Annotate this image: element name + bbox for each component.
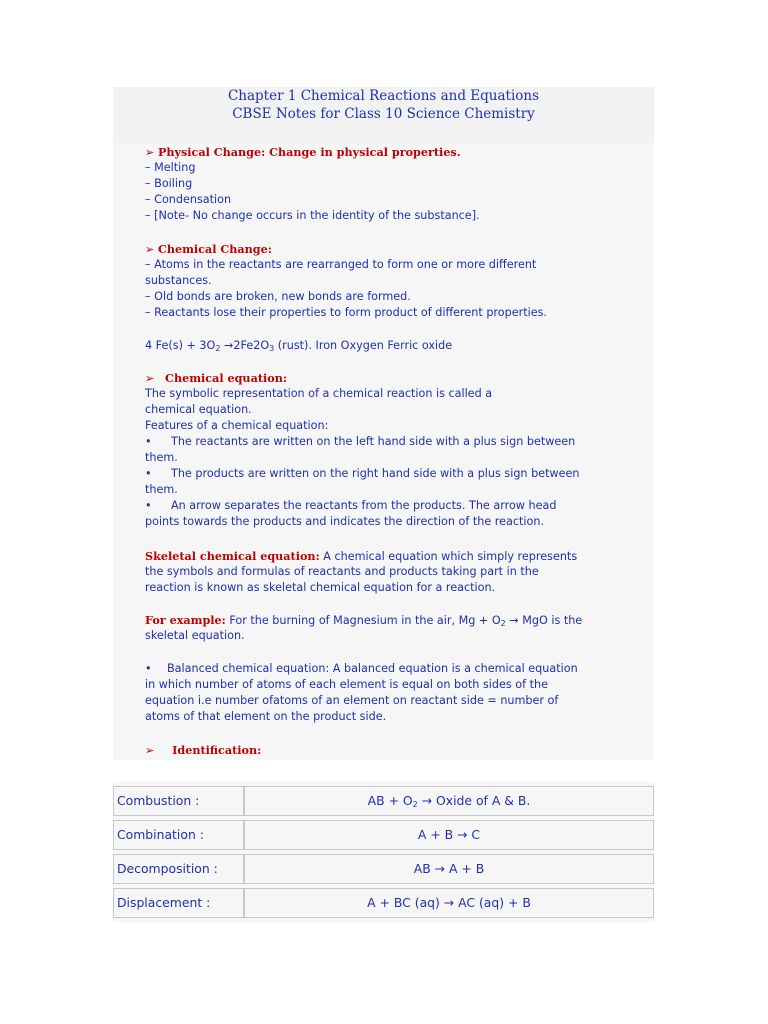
subscript: 2 — [215, 344, 221, 353]
subscript: 2 — [412, 800, 418, 809]
equation-part: →2Fe2O — [220, 339, 270, 352]
title-band — [113, 87, 654, 143]
feature-text: An arrow separates the reactants from the products. The arrow head — [171, 499, 557, 512]
page-title: Chapter 1 Chemical Reactions and Equations — [227, 88, 540, 104]
skeletal-equation-line — [145, 548, 577, 565]
paragraph-line: in which number of atoms of each element is equal on both sides of the — [145, 678, 548, 691]
paragraph-line: equation i.e number ofatoms of an element on reactant side = number of — [145, 694, 559, 707]
arrow-bullet-icon: ➢ — [145, 243, 155, 256]
identification-title: Identification: — [172, 743, 262, 757]
paragraph-line: reaction is known as skeletal chemical equation for a reaction. — [145, 581, 496, 594]
physical-change-title: Physical Change: Change in physical properties. — [157, 145, 461, 159]
paragraph-line: The symbolic representation of a chemical reaction is called a — [145, 387, 493, 400]
paragraph-line: – Atoms in the reactants are rearranged to form one or more different — [145, 258, 537, 271]
subscript: 2 — [500, 619, 506, 628]
table-row — [113, 820, 654, 850]
chemical-equation-title: Chemical equation: — [165, 371, 287, 385]
feature-item-cont: them. — [145, 451, 178, 464]
feature-item-cont: points towards the products and indicates the direction of the reaction. — [145, 515, 545, 528]
feature-item — [145, 434, 575, 450]
reaction-type-cell: Combustion : — [113, 786, 244, 816]
arrow-bullet-icon: ➢ — [145, 146, 155, 159]
table-row — [113, 786, 654, 816]
example-text: For the burning of Magnesium in the air, Mg + O — [225, 614, 501, 627]
reaction-type-cell: Combination : — [113, 820, 244, 850]
bullet-icon: • — [145, 499, 152, 512]
reaction-formula-cell: A + BC (aq) → AC (aq) + B — [244, 888, 654, 918]
formula-part: → Oxide of A & B. — [417, 793, 531, 808]
feature-item-cont: them. — [145, 483, 178, 496]
bullet-icon: • — [145, 467, 152, 480]
reaction-type-cell: Decomposition : — [113, 854, 244, 884]
bullet-icon: • — [145, 662, 152, 675]
chemical-change-title: Chemical Change: — [157, 242, 272, 256]
equation-part: 4 Fe(s) + 3O — [145, 339, 216, 352]
list-item: – [Note- No change occurs in the identity of the substance]. — [145, 209, 480, 222]
paragraph-line: – Reactants lose their properties to form product of different properties. — [145, 306, 547, 319]
table-row — [113, 888, 654, 918]
reaction-formula-cell — [244, 786, 654, 816]
formula-part: AB + O — [367, 793, 413, 808]
paragraph-line: atoms of that element on the product side. — [145, 710, 387, 723]
paragraph-line: the symbols and formulas of reactants and products taking part in the — [145, 565, 539, 578]
bullet-icon: • — [145, 435, 152, 448]
balanced-item — [145, 661, 578, 677]
table-row — [113, 854, 654, 884]
reaction-table — [113, 782, 654, 922]
paragraph-line: Features of a chemical equation: — [145, 419, 329, 432]
example-text: → MgO is the — [505, 614, 583, 627]
chemical-change-heading — [145, 241, 272, 258]
skeletal-text: A chemical equation which simply represents — [319, 550, 578, 563]
feature-item — [145, 498, 556, 514]
arrow-bullet-icon: ➢ — [145, 744, 155, 757]
list-item: – Condensation — [145, 193, 232, 206]
paragraph-line: – Old bonds are broken, new bonds are formed. — [145, 290, 411, 303]
paragraph-line: substances. — [145, 274, 212, 287]
rust-equation — [145, 338, 452, 357]
paragraph-line: skeletal equation. — [145, 629, 245, 642]
subscript: 3 — [269, 344, 275, 353]
chemical-equation-heading — [145, 370, 287, 387]
physical-change-heading — [145, 144, 461, 161]
list-item: – Melting — [145, 161, 196, 174]
skeletal-label: Skeletal chemical equation: — [145, 549, 320, 563]
example-label: For example: — [145, 613, 226, 627]
reaction-type-cell: Displacement : — [113, 888, 244, 918]
paragraph-line: chemical equation. — [145, 403, 252, 416]
feature-item — [145, 466, 579, 482]
balanced-text: Balanced chemical equation: A balanced equation is a chemical equation — [167, 662, 578, 675]
notes-panel — [113, 87, 654, 760]
feature-text: The reactants are written on the left hand side with a plus sign between — [171, 435, 576, 448]
reaction-formula-cell: AB → A + B — [244, 854, 654, 884]
reaction-formula-cell: A + B → C — [244, 820, 654, 850]
arrow-bullet-icon: ➢ — [145, 372, 155, 385]
equation-part: (rust). Iron Oxygen Ferric oxide — [274, 339, 453, 352]
page-subtitle: CBSE Notes for Class 10 Science Chemistry — [232, 106, 535, 122]
feature-text: The products are written on the right hand side with a plus sign between — [171, 467, 580, 480]
identification-heading — [145, 742, 261, 759]
list-item: – Boiling — [145, 177, 193, 190]
